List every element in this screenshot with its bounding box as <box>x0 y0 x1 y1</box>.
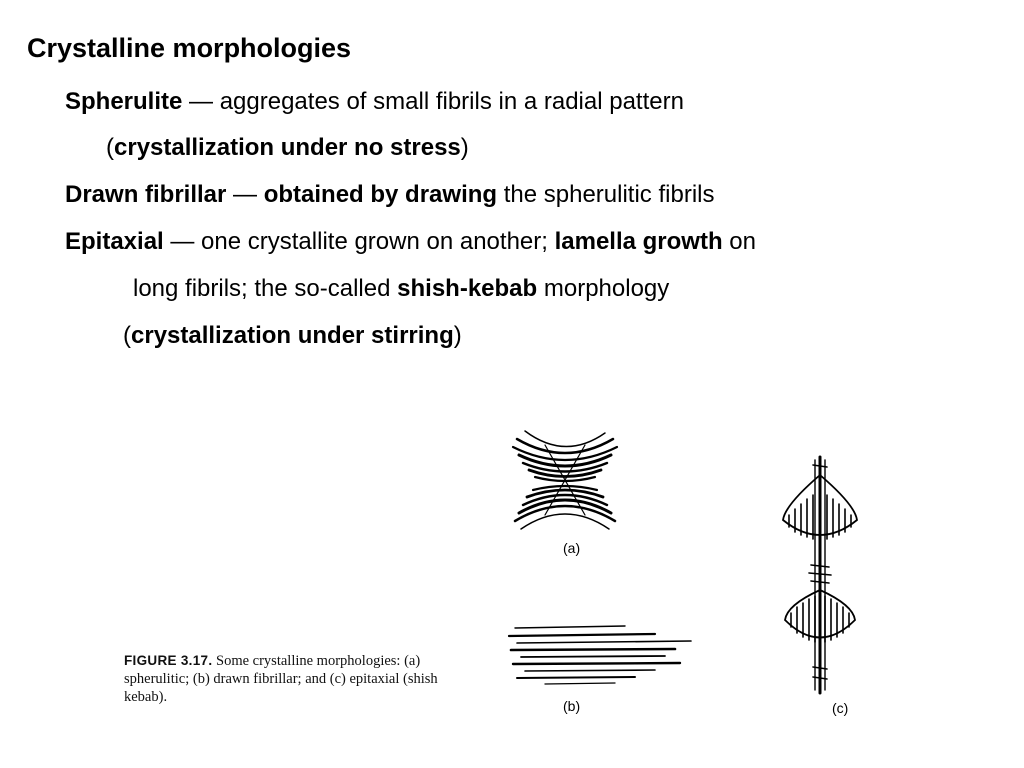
open-paren: ( <box>106 134 114 161</box>
drawn-fibrillar-line <box>65 181 714 209</box>
figure-label-a: (a) <box>563 540 581 556</box>
dash: — <box>189 88 214 115</box>
epitaxial-condition: crystallization under stirring <box>131 322 454 349</box>
drawn-fibrillar-bold: obtained by drawing <box>263 181 498 208</box>
epitaxial-bold: lamella growth <box>554 228 723 255</box>
open-paren: ( <box>123 322 131 349</box>
figure-caption-label: FIGURE 3.17. <box>124 653 213 668</box>
shish-kebab-term: shish-kebab <box>397 275 538 302</box>
figure-label-c: (c) <box>832 700 849 716</box>
dash: — <box>170 228 195 255</box>
drawn-fibrillar-sketch <box>505 620 695 690</box>
close-paren: ) <box>460 134 469 161</box>
epitaxial-cont-line <box>133 275 669 303</box>
spherulite-term: Spherulite <box>65 88 183 115</box>
epitaxial-text2: on <box>722 228 757 255</box>
drawn-fibrillar-term: Drawn fibrillar <box>65 181 227 208</box>
epitaxial-term: Epitaxial <box>65 228 164 255</box>
spherulite-line <box>65 88 684 116</box>
spherulite-condition-line <box>106 134 469 162</box>
epitaxial-cont-text2: morphology <box>537 275 670 302</box>
close-paren: ) <box>453 322 462 349</box>
shish-kebab-sketch <box>775 455 865 695</box>
epitaxial-line <box>65 228 756 256</box>
spherulite-condition: crystallization under no stress <box>114 134 461 161</box>
epitaxial-text: one crystallite grown on another; <box>194 228 555 255</box>
slide-title: Crystalline morphologies <box>27 33 352 63</box>
spherulite-text: aggregates of small fibrils in a radial pattern <box>213 88 684 115</box>
epitaxial-condition-line <box>123 322 462 350</box>
dash: — <box>233 181 258 208</box>
figure-label-b: (b) <box>563 698 581 714</box>
spherulite-sketch <box>505 425 625 535</box>
figure-caption-text: Some crystalline morphologies: (a) spherulitic; (b) drawn fibrillar; and (c) epitaxial (shish kebab). <box>124 653 438 705</box>
drawn-fibrillar-text: the spherulitic fibrils <box>497 181 715 208</box>
figure-caption <box>124 652 484 706</box>
epitaxial-cont-text: long fibrils; the so-called <box>133 275 398 302</box>
